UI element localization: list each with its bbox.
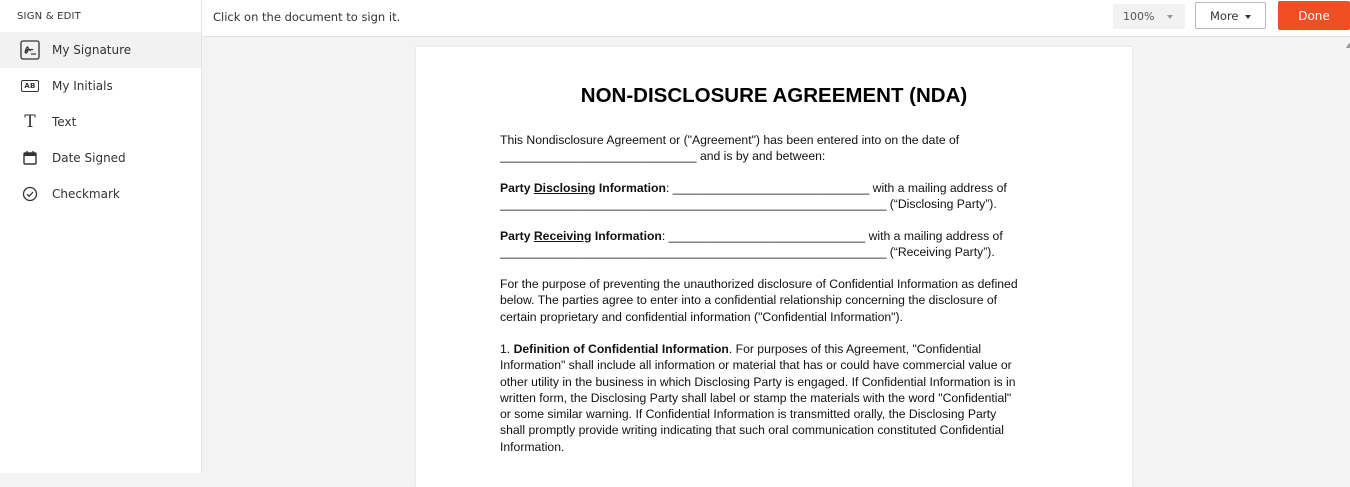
initials-badge: AB bbox=[21, 80, 38, 92]
sign-hint: Click on the document to sign it. bbox=[213, 10, 401, 24]
more-label: More bbox=[1210, 8, 1239, 23]
sidebar-title: SIGN & EDIT bbox=[17, 11, 81, 22]
disclosing-rest: : _____________________________ with a mailing address of bbox=[665, 181, 1007, 195]
text-icon bbox=[19, 111, 41, 133]
receiving-rest: : _____________________________ with a mailing address of bbox=[661, 229, 1003, 243]
tool-date-signed[interactable] bbox=[0, 140, 201, 176]
tool-label: My Signature bbox=[52, 43, 132, 57]
intro-line: _____________________________ and is by and between: bbox=[500, 149, 826, 164]
purpose-line: below. The parties agree to enter into a confidential relationship concerning the disclosure of bbox=[500, 293, 998, 308]
definition-line: shall promptly provide writing indicating that such oral communication constituted Confidential bbox=[500, 423, 1005, 438]
tool-label: Text bbox=[52, 115, 77, 129]
definition-line: other utility in the business in which Disclosing Party is engaged. If Confidential Information is in bbox=[500, 374, 1016, 389]
tool-text[interactable] bbox=[0, 104, 201, 140]
intro-paragraph bbox=[500, 132, 1060, 165]
checkmark-circle-icon bbox=[19, 183, 41, 205]
receiving-line2: _________________________________________________________ (“Receiving Party”). bbox=[500, 245, 995, 260]
initials-icon bbox=[19, 75, 41, 97]
disclosing-party-paragraph bbox=[500, 180, 1060, 213]
tool-label: Date Signed bbox=[52, 151, 126, 165]
calendar-icon bbox=[19, 147, 41, 169]
document-title: NON-DISCLOSURE AGREEMENT (NDA) bbox=[580, 84, 968, 107]
toolbar bbox=[202, 0, 1350, 37]
definition-paragraph: 1. Definition of Confidential Information. For purposes of this Agreement, "Confidential Information" shall include all information or material that has or could have commercial value or other utility in the business in which Disclosing Party is engaged. If Confidential Information is in written form, the Disclosing Party shall label or stamp the materials with the word "Confidential" or some similar warning. If Confidential Information is transmitted orally, the Disclosing Party shall promptly provide writing indicating that such oral communication constituted Confidential Information. bbox=[500, 341, 1060, 455]
zoom-select[interactable] bbox=[1113, 4, 1185, 29]
zoom-value: 100% bbox=[1123, 10, 1155, 23]
disclosing-line2: _________________________________________________________ (“Disclosing Party”). bbox=[500, 197, 997, 212]
receiving-label: Party Receiving Information bbox=[500, 229, 662, 243]
tool-label: Checkmark bbox=[52, 187, 120, 201]
chevron-down-icon bbox=[1245, 15, 1251, 19]
purpose-line: For the purpose of preventing the unauthorized disclosure of Confidential Information as defined bbox=[500, 277, 1018, 291]
definition-heading: Definition of Confidential Information bbox=[513, 342, 729, 356]
definition-line: Information" shall include all information or material that has or could have commercial value or bbox=[500, 358, 1012, 373]
intro-line: This Nondisclosure Agreement or ("Agreement") has been entered into on the date of bbox=[500, 133, 960, 147]
tool-label: My Initials bbox=[52, 79, 113, 93]
purpose-paragraph bbox=[500, 276, 1060, 325]
disclosing-label: Party Disclosing Information bbox=[500, 181, 666, 195]
text-icon-glyph: T bbox=[24, 112, 36, 132]
document-page[interactable] bbox=[416, 47, 1132, 487]
signature-icon bbox=[19, 39, 41, 61]
definition-line: Information. bbox=[500, 439, 565, 454]
definition-line: written form, the Disclosing Party shall label or stamp the materials with the word "Confidential" bbox=[500, 390, 1012, 405]
scroll-up-arrow-icon[interactable] bbox=[1346, 43, 1350, 48]
definition-line: or some similar warning. If Confidential Information is transmitted orally, the Disclosing Party bbox=[500, 407, 997, 422]
tool-checkmark[interactable] bbox=[0, 176, 201, 212]
tool-my-signature[interactable] bbox=[0, 32, 201, 68]
purpose-line: certain proprietary and confidential information ("Confidential Information"). bbox=[500, 309, 903, 324]
sidebar bbox=[0, 0, 202, 473]
more-button[interactable] bbox=[1195, 2, 1266, 29]
done-button[interactable]: Done bbox=[1278, 1, 1350, 30]
tool-my-initials[interactable] bbox=[0, 68, 201, 104]
chevron-down-icon bbox=[1167, 15, 1173, 19]
receiving-party-paragraph bbox=[500, 228, 1060, 261]
